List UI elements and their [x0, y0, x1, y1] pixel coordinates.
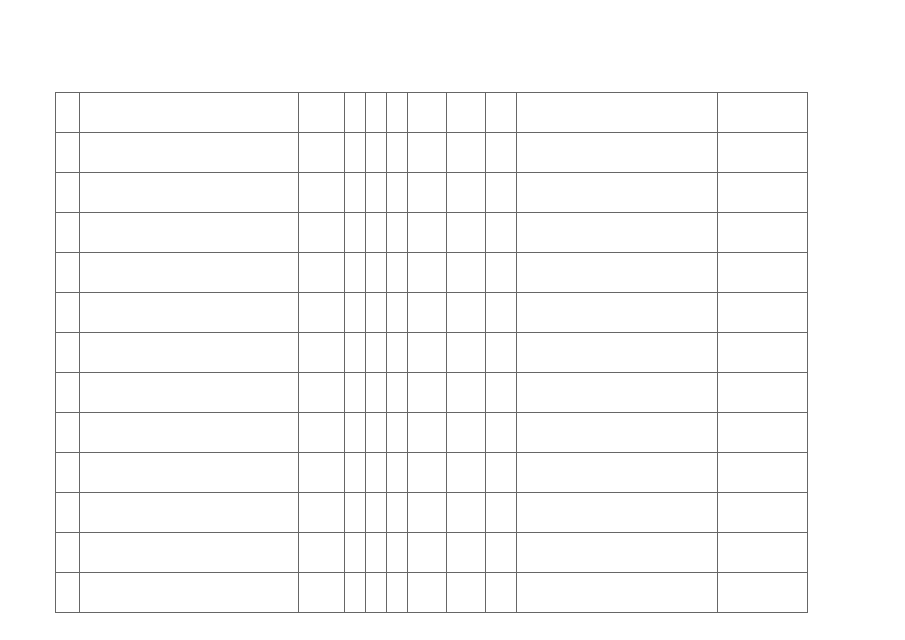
table-cell [366, 573, 387, 613]
table-cell [718, 373, 808, 413]
table-cell [299, 373, 345, 413]
table-cell [517, 253, 718, 293]
table-cell [408, 173, 447, 213]
table-cell [56, 413, 80, 453]
table-cell [366, 533, 387, 573]
table-cell [366, 253, 387, 293]
table-cell [486, 413, 517, 453]
register-table-body [56, 93, 808, 613]
table-cell [56, 373, 80, 413]
table-cell [408, 293, 447, 333]
table-cell [80, 93, 299, 133]
table-cell [517, 173, 718, 213]
table-cell [56, 253, 80, 293]
table-cell [718, 133, 808, 173]
table-row [56, 253, 808, 293]
table-cell [718, 213, 808, 253]
table-cell [366, 93, 387, 133]
table-cell [447, 133, 486, 173]
table-cell [345, 293, 366, 333]
table-cell [56, 533, 80, 573]
table-cell [447, 173, 486, 213]
table-cell [299, 93, 345, 133]
table-cell [486, 173, 517, 213]
table-cell [299, 293, 345, 333]
table-cell [517, 213, 718, 253]
table-cell [345, 453, 366, 493]
table-cell [56, 213, 80, 253]
table-cell [408, 93, 447, 133]
table-cell [299, 453, 345, 493]
table-row [56, 533, 808, 573]
table-cell [486, 573, 517, 613]
table-cell [56, 293, 80, 333]
table-row [56, 133, 808, 173]
table-cell [345, 93, 366, 133]
table-cell [345, 573, 366, 613]
table-cell [345, 373, 366, 413]
table-cell [387, 213, 408, 253]
table-cell [80, 453, 299, 493]
table-cell [366, 453, 387, 493]
table-cell [299, 213, 345, 253]
table-cell [56, 573, 80, 613]
table-cell [345, 493, 366, 533]
table-cell [486, 293, 517, 333]
table-cell [345, 333, 366, 373]
table-cell [80, 213, 299, 253]
table-row [56, 413, 808, 453]
table-cell [80, 573, 299, 613]
table-cell [366, 213, 387, 253]
table-cell [408, 533, 447, 573]
table-cell [299, 573, 345, 613]
table-cell [299, 493, 345, 533]
table-row [56, 293, 808, 333]
table-cell [447, 573, 486, 613]
table-cell [80, 413, 299, 453]
table-cell [408, 413, 447, 453]
table-cell [80, 533, 299, 573]
table-cell [366, 333, 387, 373]
table-cell [447, 493, 486, 533]
table-cell [299, 253, 345, 293]
table-cell [408, 573, 447, 613]
table-cell [718, 533, 808, 573]
table-cell [447, 413, 486, 453]
table-cell [387, 133, 408, 173]
table-cell [408, 493, 447, 533]
table-cell [299, 533, 345, 573]
table-cell [387, 93, 408, 133]
table-cell [387, 573, 408, 613]
table-cell [345, 533, 366, 573]
table-cell [345, 133, 366, 173]
table-cell [408, 213, 447, 253]
table-cell [299, 333, 345, 373]
table-cell [80, 133, 299, 173]
table-cell [387, 413, 408, 453]
table-cell [387, 533, 408, 573]
table-cell [517, 293, 718, 333]
table-cell [387, 293, 408, 333]
table-cell [408, 373, 447, 413]
table-cell [408, 133, 447, 173]
table-row [56, 573, 808, 613]
table-cell [56, 453, 80, 493]
table-cell [718, 333, 808, 373]
table-cell [517, 333, 718, 373]
table-cell [486, 213, 517, 253]
table-row [56, 333, 808, 373]
table-cell [387, 453, 408, 493]
table-cell [387, 253, 408, 293]
table-cell [387, 173, 408, 213]
table-cell [408, 453, 447, 493]
table-cell [718, 173, 808, 213]
table-cell [366, 413, 387, 453]
table-cell [345, 173, 366, 213]
table-cell [80, 493, 299, 533]
table-cell [56, 93, 80, 133]
table-cell [718, 453, 808, 493]
table-cell [447, 333, 486, 373]
table-cell [517, 413, 718, 453]
table-row [56, 493, 808, 533]
table-cell [366, 493, 387, 533]
table-row [56, 373, 808, 413]
table-cell [447, 213, 486, 253]
table-cell [447, 93, 486, 133]
table-cell [56, 173, 80, 213]
table-cell [299, 413, 345, 453]
table-cell [56, 493, 80, 533]
table-cell [366, 373, 387, 413]
table-cell [447, 453, 486, 493]
table-cell [366, 293, 387, 333]
table-cell [56, 133, 80, 173]
table-cell [366, 133, 387, 173]
table-cell [387, 333, 408, 373]
table-row [56, 213, 808, 253]
table-cell [718, 413, 808, 453]
table-cell [486, 493, 517, 533]
table-cell [387, 373, 408, 413]
table-cell [486, 253, 517, 293]
table-cell [517, 373, 718, 413]
table-row [56, 93, 808, 133]
table-cell [408, 333, 447, 373]
table-cell [486, 333, 517, 373]
table-cell [718, 93, 808, 133]
table-cell [80, 253, 299, 293]
register-table [55, 92, 808, 613]
table-cell [718, 253, 808, 293]
table-cell [80, 293, 299, 333]
table-cell [486, 93, 517, 133]
table-cell [80, 173, 299, 213]
table-cell [366, 173, 387, 213]
table-cell [718, 293, 808, 333]
table-cell [517, 93, 718, 133]
table-cell [718, 493, 808, 533]
table-cell [486, 453, 517, 493]
table-cell [447, 533, 486, 573]
table-cell [517, 493, 718, 533]
table-cell [718, 573, 808, 613]
table-cell [56, 333, 80, 373]
table-cell [517, 573, 718, 613]
table-cell [408, 253, 447, 293]
page-title [200, 52, 705, 64]
table-cell [345, 413, 366, 453]
table-cell [517, 453, 718, 493]
table-cell [387, 493, 408, 533]
table-cell [447, 293, 486, 333]
table-cell [486, 133, 517, 173]
table-cell [486, 533, 517, 573]
table-cell [345, 213, 366, 253]
table-cell [80, 333, 299, 373]
table-cell [517, 533, 718, 573]
table-cell [80, 373, 299, 413]
table-row [56, 453, 808, 493]
table-cell [486, 373, 517, 413]
table-cell [447, 373, 486, 413]
table-cell [299, 173, 345, 213]
table-cell [447, 253, 486, 293]
table-row [56, 173, 808, 213]
table-cell [345, 253, 366, 293]
table-cell [299, 133, 345, 173]
table-cell [517, 133, 718, 173]
